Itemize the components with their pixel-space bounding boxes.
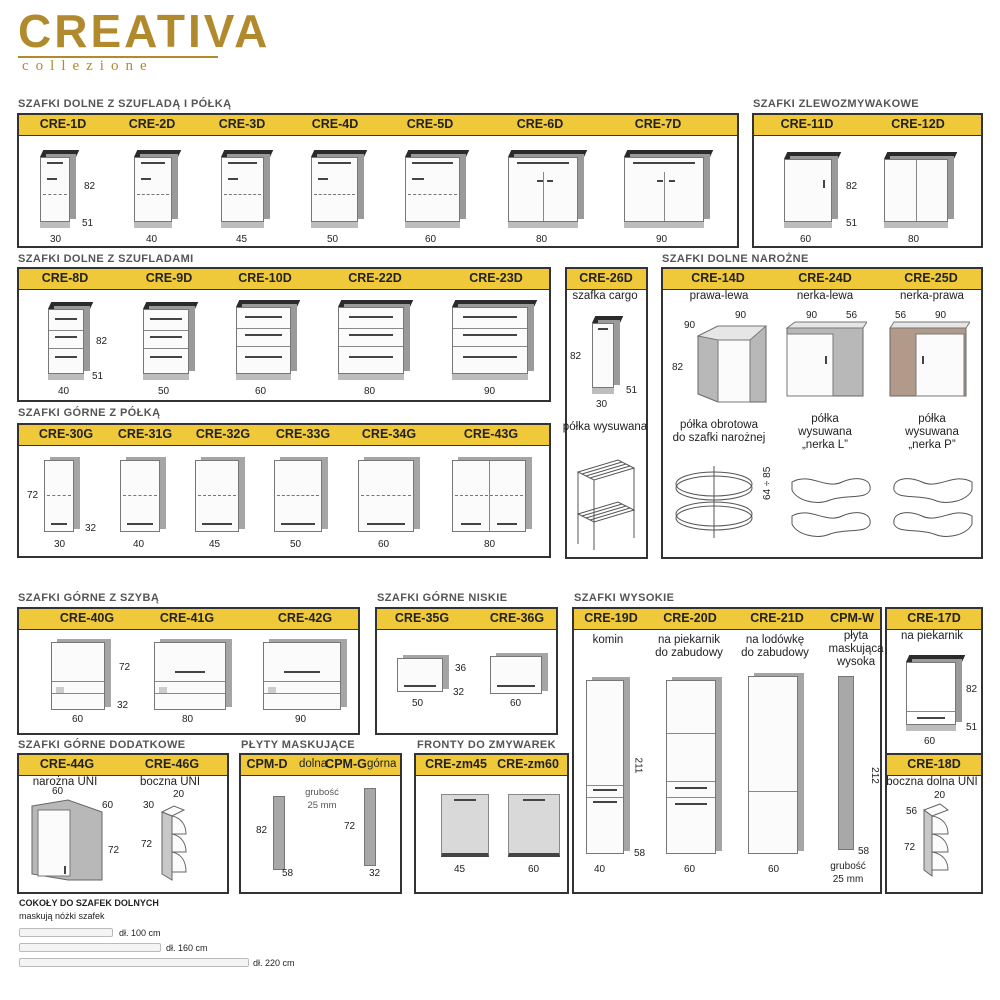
width-dimension: 40: [133, 539, 145, 550]
product-code: CRE-22D: [348, 271, 402, 285]
width-dimension: 30: [596, 399, 608, 410]
product-code: CRE-40G: [59, 611, 115, 625]
width-dimension: 60: [378, 539, 390, 550]
side-shelf-image: [920, 800, 960, 880]
product-code: CPM-G: [325, 757, 367, 771]
tall-cabinet-image: [586, 680, 624, 854]
depth-dimension: 90: [735, 310, 747, 321]
upper-low-cabinet-image: [490, 656, 542, 694]
code-bar: [19, 115, 737, 136]
plinth-bar: [19, 928, 113, 937]
height-dimension: 82: [846, 181, 858, 192]
product-name: prawa-lewa: [689, 290, 749, 302]
product-code: CRE-44G: [39, 757, 95, 771]
height-dimension: 211: [632, 757, 644, 774]
cabinet-image: [236, 300, 291, 380]
corner-cabinet-image: [690, 318, 770, 404]
product-name: płyta maskująca wysoka: [828, 630, 884, 668]
code-bar: [754, 115, 981, 136]
width-dimension: 80: [182, 714, 194, 725]
corner-upper-cabinet-image: [28, 796, 106, 882]
cabinet-image: [624, 150, 704, 228]
section-title: SZAFKI GÓRNE NISKIE: [377, 592, 508, 604]
code-bar: [19, 269, 549, 290]
height-range: 64 ÷ 85: [762, 466, 773, 500]
code-bar: [377, 609, 556, 630]
plinth-title: COKOŁY DO SZAFEK DOLNYCH: [19, 898, 159, 908]
width-dimension: 60: [684, 864, 696, 875]
plinth-length: dł. 160 cm: [166, 943, 208, 953]
product-code: CRE-32G: [195, 427, 251, 441]
width-dimension: 50: [158, 386, 170, 397]
code-bar: [567, 269, 646, 290]
cabinet-image: [884, 152, 948, 228]
product-code: CRE-34G: [361, 427, 417, 441]
height-dimension: 72: [904, 842, 916, 853]
depth-dimension: 51: [966, 722, 978, 733]
cargo-basket-image: [568, 452, 638, 552]
corner-cabinet-image: [888, 320, 970, 398]
depth-dimension: 32: [453, 687, 465, 698]
upper-glass-cabinet-image: [51, 642, 105, 710]
product-code: CRE-8D: [41, 271, 89, 285]
accessory-label: półka obrotowa do szafki narożnej: [672, 419, 766, 444]
plinth-length: dł. 220 cm: [253, 958, 295, 968]
upper-cabinet-image: [195, 460, 239, 532]
width-dimension: 60: [72, 714, 84, 725]
code-bar: [887, 755, 981, 776]
height-dimension: 82: [256, 825, 268, 836]
product-code: CRE-26D: [579, 271, 633, 285]
product-name: na lodówkę do zabudowy: [741, 634, 809, 659]
depth-dimension: 58: [634, 848, 646, 859]
upper-low-cabinet-image: [397, 658, 443, 692]
panel-type: dolna: [299, 758, 328, 770]
height-dimension: 82: [672, 362, 684, 373]
width-dimension: 80: [484, 539, 496, 550]
section-title: SZAFKI DOLNE Z SZUFLADAMI: [18, 253, 194, 265]
cabinet-image: [40, 150, 70, 228]
product-code: CRE-4D: [311, 117, 359, 131]
product-code: CRE-33G: [275, 427, 331, 441]
tall-cabinet-image: [666, 680, 716, 854]
code-bar: [416, 755, 567, 776]
product-code: CRE-24D: [798, 271, 852, 285]
corner-cabinet-image: [785, 320, 867, 398]
product-code: CRE-30G: [38, 427, 94, 441]
height-dimension: 82: [96, 336, 108, 347]
width-dimension: 90: [295, 714, 307, 725]
width-dimension: 40: [146, 234, 158, 245]
top-dimension: 20: [173, 789, 185, 800]
kidney-shelf-left-image: [786, 470, 876, 540]
product-code: CRE-43G: [463, 427, 519, 441]
upper-cabinet-image: [44, 460, 74, 532]
plinth-bar: [19, 943, 161, 952]
product-code: CRE-12D: [891, 117, 945, 131]
product-name: komin: [592, 634, 624, 646]
width-dimension: 50: [327, 234, 339, 245]
upper-cabinet-image: [274, 460, 322, 532]
upper-glass-cabinet-image: [263, 642, 341, 710]
depth-dimension: 32: [85, 523, 97, 534]
upper-glass-cabinet-image: [154, 642, 226, 710]
width-dimension: 45: [209, 539, 221, 550]
section-title: SZAFKI DOLNE Z SZUFLADĄ I PÓŁKĄ: [18, 98, 232, 110]
product-code: CRE-25D: [904, 271, 958, 285]
code-bar: [574, 609, 880, 630]
product-code: CRE-zm45: [425, 757, 487, 771]
width-dimension: 90: [656, 234, 668, 245]
section-title: SZAFKI GÓRNE Z PÓŁKĄ: [18, 407, 161, 419]
width-dimension: 30: [50, 234, 62, 245]
plinth-subtitle: maskują nóżki szafek: [19, 911, 105, 921]
depth-dimension: 90: [935, 310, 947, 321]
upper-cabinet-image: [120, 460, 160, 532]
width-dimension: 60: [768, 864, 780, 875]
cabinet-image: [221, 150, 264, 228]
code-bar: [241, 755, 400, 776]
product-code: CRE-19D: [584, 611, 638, 625]
tall-cabinet-image: [748, 676, 798, 854]
kidney-shelf-right-image: [888, 470, 978, 540]
depth-dimension: 32: [117, 700, 129, 711]
panel-image: [273, 796, 285, 870]
width-dimension: 60: [425, 234, 437, 245]
accessory-label: półka wysuwana „nerka L”: [798, 413, 852, 451]
product-name: boczna UNI: [139, 776, 201, 788]
width-dimension: 50: [290, 539, 302, 550]
brand-title: CREATIVA: [18, 5, 271, 57]
product-name: szafka cargo: [572, 290, 638, 302]
product-code: CRE-18D: [907, 757, 961, 771]
depth-dimension: 56: [906, 806, 918, 817]
code-bar: [663, 269, 981, 290]
cabinet-image: [48, 302, 84, 380]
depth-dimension: 51: [82, 218, 94, 229]
product-name: na piekarnik do zabudowy: [655, 634, 723, 659]
product-code: CRE-zm60: [497, 757, 559, 771]
product-name: narożna UNI: [32, 776, 98, 788]
depth-dimension: 51: [92, 371, 104, 382]
depth-dimension: 32: [369, 868, 381, 879]
product-code: CRE-11D: [780, 117, 834, 131]
panel-type: górna: [367, 758, 397, 770]
product-name: nerka-lewa: [796, 290, 854, 302]
product-code: CRE-7D: [634, 117, 682, 131]
accessory-label: półka wysuwana: [562, 421, 648, 433]
product-code: CPM-D: [246, 757, 288, 771]
cabinet-image: [405, 150, 460, 228]
upper-cabinet-image: [358, 460, 414, 532]
product-code: CRE-14D: [691, 271, 745, 285]
height-dimension: 72: [141, 839, 153, 850]
product-code: CRE-42G: [277, 611, 333, 625]
tall-panel-image: [838, 676, 854, 850]
product-code: CRE-10D: [238, 271, 292, 285]
product-code: CRE-36G: [489, 611, 545, 625]
product-code: CRE-6D: [516, 117, 564, 131]
product-code: CPM-W: [830, 611, 874, 625]
depth-dimension: 56: [895, 310, 907, 321]
depth-dimension: 58: [282, 868, 294, 879]
width-dimension: 60: [255, 386, 267, 397]
product-code: CRE-35G: [394, 611, 450, 625]
product-code: CRE-17D: [907, 611, 961, 625]
depth-dimension: 56: [846, 310, 858, 321]
depth-dimension: 60: [102, 800, 114, 811]
width-dimension: 80: [536, 234, 548, 245]
width-dimension: 40: [594, 864, 606, 875]
product-code: CRE-9D: [145, 271, 193, 285]
product-code: CRE-23D: [469, 271, 523, 285]
product-code: CRE-3D: [218, 117, 266, 131]
depth-dimension: 51: [846, 218, 858, 229]
depth-dimension: 58: [858, 846, 870, 857]
section-title: SZAFKI ZLEWOZMYWAKOWE: [753, 98, 920, 110]
width-dimension: 60: [528, 864, 540, 875]
cabinet-image: [784, 152, 832, 228]
section-title: SZAFKI GÓRNE Z SZYBĄ: [18, 592, 160, 604]
product-code: CRE-20D: [663, 611, 717, 625]
panel-image: [364, 788, 376, 866]
depth-dimension: 30: [143, 800, 155, 811]
width-dimension: 30: [54, 539, 66, 550]
accessory-label: półka wysuwana „nerka P”: [905, 413, 959, 451]
section-title: FRONTY DO ZMYWAREK: [417, 739, 556, 751]
height-dimension: 72: [108, 845, 120, 856]
width-dimension: 90: [484, 386, 496, 397]
product-code: CRE-1D: [39, 117, 87, 131]
height-dimension: 72: [27, 490, 39, 501]
cabinet-image: [338, 300, 404, 380]
depth-dimension: 60: [52, 786, 64, 797]
carousel-shelf-image: [670, 462, 760, 542]
code-bar: [19, 755, 227, 776]
code-bar: [19, 425, 549, 446]
width-dimension: 80: [908, 234, 920, 245]
product-code: CRE-46G: [144, 757, 200, 771]
height-dimension: 36: [455, 663, 467, 674]
depth-dimension: 90: [684, 320, 696, 331]
depth-dimension: 90: [806, 310, 818, 321]
plinth-length: dł. 100 cm: [119, 928, 161, 938]
brand-logo: [18, 5, 271, 74]
upper-cabinet-image: [452, 460, 526, 532]
depth-dimension: 51: [626, 385, 638, 396]
width-dimension: 50: [412, 698, 424, 709]
cabinet-image: [906, 655, 956, 731]
width-dimension: 60: [924, 736, 936, 747]
cabinet-image: [134, 150, 172, 228]
section-title: SZAFKI GÓRNE DODATKOWE: [18, 739, 186, 751]
product-name: boczna dolna UNI: [886, 776, 978, 788]
product-code: CRE-2D: [128, 117, 176, 131]
product-name: nerka-prawa: [900, 290, 964, 302]
height-dimension: 82: [966, 684, 978, 695]
dishwasher-front-image: [441, 794, 489, 857]
brand-subtitle: collezione: [18, 56, 218, 74]
product-code: CRE-41G: [159, 611, 215, 625]
thickness-label: grubość 25 mm: [830, 861, 866, 885]
product-name: na piekarnik: [900, 630, 964, 642]
width-dimension: 40: [58, 386, 70, 397]
height-dimension: 212: [868, 767, 880, 784]
code-bar: [19, 609, 358, 630]
product-code: CRE-5D: [406, 117, 454, 131]
cabinet-image: [508, 150, 578, 228]
section-title: SZAFKI DOLNE NAROŻNE: [662, 253, 809, 265]
height-dimension: 82: [84, 181, 96, 192]
side-upper-shelf-image: [160, 802, 194, 882]
product-code: CRE-31G: [117, 427, 173, 441]
width-dimension: 60: [800, 234, 812, 245]
width-dimension: 80: [364, 386, 376, 397]
cabinet-image: [143, 302, 189, 380]
height-dimension: 72: [344, 821, 356, 832]
section-title: PŁYTY MASKUJĄCE: [241, 739, 355, 751]
section-title: SZAFKI WYSOKIE: [574, 592, 675, 604]
height-dimension: 82: [570, 351, 582, 362]
plinth-bar: [19, 958, 249, 967]
code-bar: [887, 609, 981, 630]
dishwasher-front-image: [508, 794, 560, 857]
height-dimension: 72: [119, 662, 131, 673]
cabinet-image: [311, 150, 358, 228]
width-dimension: 45: [236, 234, 248, 245]
cabinet-image: [592, 316, 614, 394]
width-dimension: 45: [454, 864, 466, 875]
cabinet-image: [452, 300, 528, 380]
width-dimension: 60: [510, 698, 522, 709]
top-dimension: 20: [934, 790, 946, 801]
product-code: CRE-21D: [750, 611, 804, 625]
thickness-label: grubość 25 mm: [305, 787, 339, 811]
